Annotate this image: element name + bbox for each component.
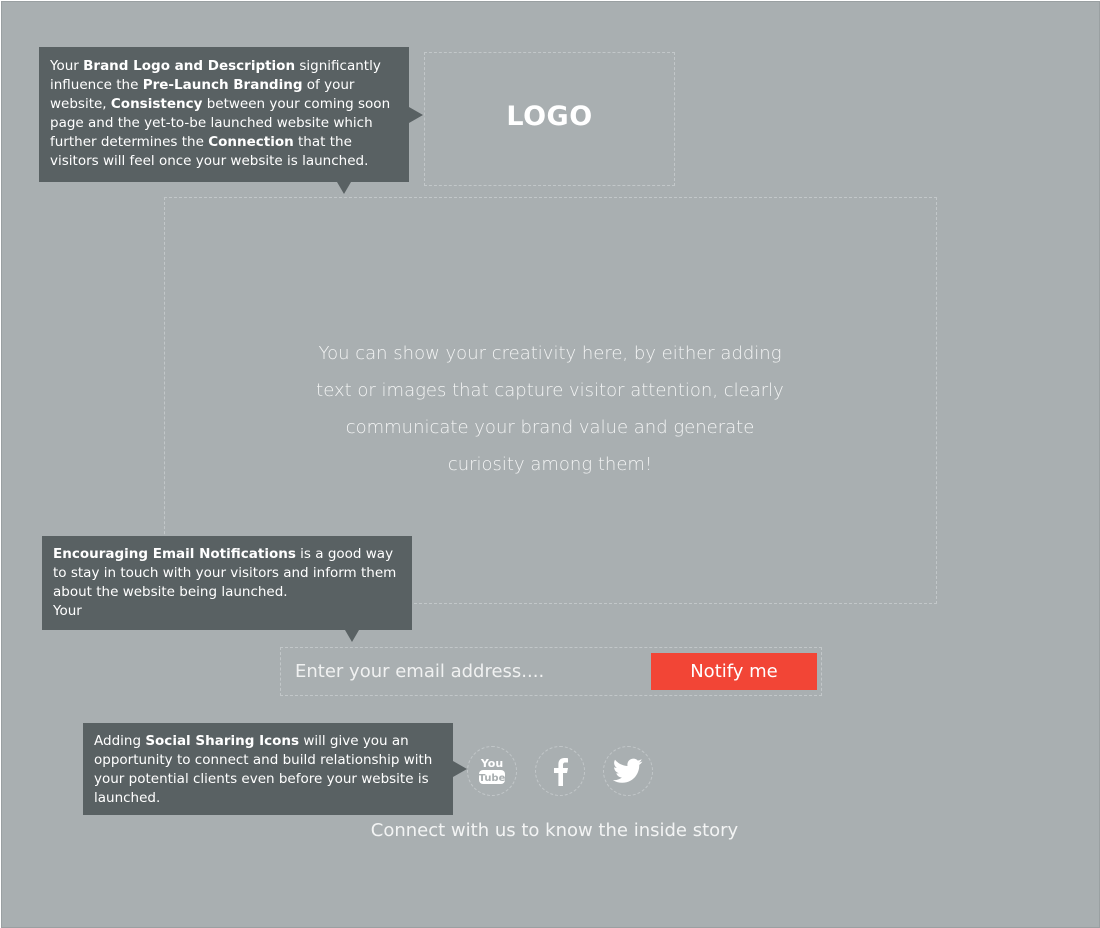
tooltip-bold: Encouraging Email Notifications bbox=[53, 546, 296, 562]
facebook-icon-graphic bbox=[551, 756, 569, 786]
tooltip-text: significantly influence the bbox=[50, 58, 381, 93]
tooltip-brand bbox=[39, 47, 409, 182]
logo-text: LOGO bbox=[506, 100, 593, 132]
youtube-you-text: You bbox=[480, 757, 504, 770]
twitter-icon-graphic bbox=[613, 758, 643, 784]
tooltip-text: is a good way to stay in touch with your visitors and inform them about the website being launched. bbox=[53, 546, 397, 600]
tooltip-text: will give you an opportunity to connect and build relationship with your potential clients even before your website is launched. bbox=[94, 733, 433, 806]
tooltip-email bbox=[42, 536, 412, 630]
email-input[interactable] bbox=[281, 648, 641, 695]
page bbox=[1, 1, 1100, 928]
tooltip-bold: Pre-Launch Branding bbox=[142, 77, 303, 93]
tooltip-bold: Consistency bbox=[110, 96, 203, 112]
tooltip-bold: Connection bbox=[208, 134, 294, 150]
tooltip-text: of your website, bbox=[50, 77, 355, 112]
content-text: You can show your creativity here, by either adding text or images that capture visitor attention, clearly communicate your brand value and generate curiosity among them! bbox=[316, 343, 784, 475]
tooltip-text: that the visitors will feel once your website is launched. bbox=[50, 134, 369, 169]
youtube-tube-text: Tube bbox=[478, 773, 506, 784]
email-form bbox=[280, 647, 822, 696]
tooltip-text: Adding bbox=[94, 733, 146, 749]
tooltip-text: between your coming soon page and the yet-to-be launched website which further determines the bbox=[50, 96, 391, 150]
tooltip-bold: Brand Logo and Description bbox=[83, 58, 296, 74]
youtube-icon[interactable] bbox=[467, 746, 517, 796]
tooltip-text: Your bbox=[53, 603, 82, 619]
tooltip-text: Your bbox=[50, 58, 84, 74]
tooltip-social bbox=[83, 723, 453, 815]
twitter-icon[interactable] bbox=[603, 746, 653, 796]
tooltip-bold: Social Sharing Icons bbox=[145, 733, 300, 749]
notify-me-button[interactable]: Notify me bbox=[651, 653, 817, 690]
youtube-icon-graphic bbox=[475, 754, 509, 788]
logo-box bbox=[424, 52, 675, 186]
connect-text: Connect with us to know the inside story bbox=[370, 820, 739, 841]
facebook-icon[interactable] bbox=[535, 746, 585, 796]
